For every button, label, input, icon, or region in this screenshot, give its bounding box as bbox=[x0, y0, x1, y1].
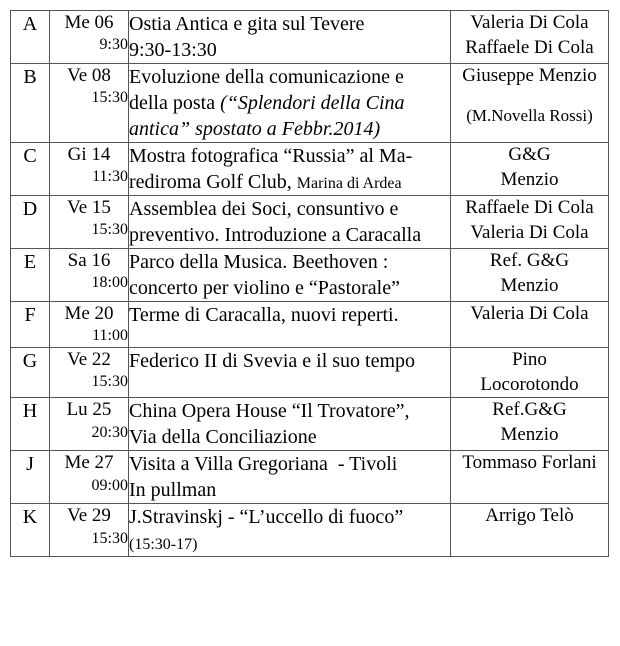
reference-line: G&G bbox=[508, 144, 551, 165]
event-text-small: Marina di Ardea bbox=[296, 175, 402, 192]
date-cell bbox=[50, 196, 129, 249]
table-row bbox=[11, 348, 609, 398]
event-text: China Opera House “Il Trovatore”, bbox=[129, 400, 410, 423]
table-row bbox=[11, 196, 609, 249]
reference-line: Valeria Di Cola bbox=[470, 221, 589, 243]
event-cell bbox=[129, 504, 451, 557]
event-line bbox=[129, 249, 450, 275]
date-cell bbox=[50, 64, 129, 143]
event-cell bbox=[129, 11, 451, 64]
event-cell bbox=[129, 302, 451, 348]
reference-cell bbox=[451, 302, 609, 348]
date-day: Lu 25 bbox=[66, 399, 112, 421]
date-time: 20:30 bbox=[91, 423, 128, 441]
reference-line: Valeria Di Cola bbox=[470, 12, 589, 33]
event-line bbox=[129, 11, 450, 37]
row-letter-cell: A bbox=[11, 11, 50, 64]
event-text: Parco della Musica. Beethoven : bbox=[129, 251, 389, 273]
date-time: 11:30 bbox=[92, 168, 128, 186]
date-day: Ve 29 bbox=[67, 505, 111, 527]
reference-line: Ref. G&G bbox=[489, 250, 570, 271]
reference-cell bbox=[451, 451, 609, 504]
reference-cell bbox=[451, 398, 609, 451]
event-text: Federico II di Svevia e il suo tempo bbox=[129, 350, 416, 373]
date-day: Me 20 bbox=[64, 303, 114, 324]
table-row bbox=[11, 64, 609, 143]
date-time: 09:00 bbox=[91, 476, 128, 494]
event-text: Mostra fotografica “Russia” al Ma- bbox=[129, 145, 413, 167]
row-letter-cell: D bbox=[11, 196, 50, 249]
event-text: della posta bbox=[129, 92, 221, 114]
event-text: concerto per violino e “Pastorale” bbox=[129, 277, 400, 299]
event-text: preventivo. Introduzione a Caracalla bbox=[129, 224, 422, 246]
schedule-table bbox=[10, 10, 609, 557]
event-text: In pullman bbox=[129, 479, 217, 502]
reference-cell bbox=[451, 64, 609, 143]
table-row bbox=[11, 451, 609, 504]
reference-line: Ref.G&G bbox=[492, 399, 567, 421]
event-cell bbox=[129, 398, 451, 451]
event-text: Ostia Antica e gita sul Tevere bbox=[129, 13, 365, 35]
table-row bbox=[11, 143, 609, 196]
date-time: 18:00 bbox=[91, 274, 128, 292]
date-day: Sa 16 bbox=[67, 250, 111, 271]
reference-line: Menzio bbox=[500, 424, 559, 446]
event-line bbox=[129, 37, 450, 63]
event-cell bbox=[129, 64, 451, 143]
event-text: Via della Conciliazione bbox=[129, 426, 317, 449]
event-cell bbox=[129, 143, 451, 196]
date-day: Me 06 bbox=[64, 12, 114, 33]
event-text: (15:30-17) bbox=[129, 536, 198, 554]
event-text: Evoluzione della comunicazione e bbox=[129, 66, 404, 88]
date-cell bbox=[50, 249, 129, 302]
event-cell bbox=[129, 196, 451, 249]
date-time: 11:00 bbox=[92, 327, 128, 345]
reference-spacer bbox=[451, 89, 608, 105]
event-line bbox=[129, 451, 450, 477]
date-cell bbox=[50, 398, 129, 451]
event-text: 9:30-13:30 bbox=[129, 39, 217, 61]
row-letter-cell: E bbox=[11, 249, 50, 302]
table-row bbox=[11, 302, 609, 348]
event-line bbox=[129, 222, 450, 248]
date-time: 15:30 bbox=[91, 89, 128, 107]
row-letter-cell: K bbox=[11, 504, 50, 557]
event-line bbox=[129, 169, 450, 195]
row-letter-cell: F bbox=[11, 302, 50, 348]
event-line bbox=[129, 90, 450, 116]
event-line bbox=[129, 348, 450, 374]
reference-line: Tommaso Forlani bbox=[462, 452, 597, 474]
table-row bbox=[11, 11, 609, 64]
reference-cell bbox=[451, 348, 609, 398]
event-cell bbox=[129, 451, 451, 504]
table-row bbox=[11, 504, 609, 557]
schedule-table-body bbox=[11, 11, 609, 557]
event-line bbox=[129, 504, 450, 530]
row-letter-cell: J bbox=[11, 451, 50, 504]
date-cell bbox=[50, 504, 129, 557]
reference-cell bbox=[451, 143, 609, 196]
date-time: 15:30 bbox=[91, 529, 128, 547]
event-line bbox=[129, 398, 450, 424]
event-text: J.Stravinskj - “L’uccello di fuoco” bbox=[129, 506, 404, 529]
event-text: Visita a Villa Gregoriana - Tivoli bbox=[129, 453, 398, 476]
event-line bbox=[129, 530, 450, 556]
date-cell bbox=[50, 143, 129, 196]
date-day: Gi 14 bbox=[67, 144, 111, 165]
table-row bbox=[11, 249, 609, 302]
table-row bbox=[11, 398, 609, 451]
event-line bbox=[129, 116, 450, 142]
reference-cell bbox=[451, 11, 609, 64]
reference-cell bbox=[451, 249, 609, 302]
date-day: Ve 15 bbox=[67, 197, 111, 218]
date-cell bbox=[50, 451, 129, 504]
event-cell bbox=[129, 249, 451, 302]
event-text: antica” spostato a Febbr.2014) bbox=[129, 118, 381, 140]
event-line bbox=[129, 196, 450, 222]
reference-cell bbox=[451, 504, 609, 557]
event-text: Assemblea dei Soci, consuntivo e bbox=[129, 198, 399, 220]
event-line bbox=[129, 302, 450, 328]
reference-line: Arrigo Telò bbox=[485, 505, 574, 527]
event-cell bbox=[129, 348, 451, 398]
event-text: Terme di Caracalla, nuovi reperti. bbox=[129, 304, 399, 326]
row-letter-cell: B bbox=[11, 64, 50, 143]
date-cell bbox=[50, 302, 129, 348]
event-line bbox=[129, 477, 450, 503]
reference-cell bbox=[451, 196, 609, 249]
date-day: Me 27 bbox=[64, 452, 114, 474]
reference-line: Pino bbox=[512, 349, 547, 371]
date-cell bbox=[50, 11, 129, 64]
event-text-italic: (“Splendori della Cina bbox=[220, 92, 405, 114]
reference-line: Giuseppe Menzio bbox=[462, 65, 597, 86]
event-line bbox=[129, 143, 450, 169]
row-letter-cell: G bbox=[11, 348, 50, 398]
date-day: Ve 08 bbox=[67, 65, 111, 86]
reference-line: Menzio bbox=[500, 168, 559, 190]
row-letter-cell: H bbox=[11, 398, 50, 451]
reference-line: (M.Novella Rossi) bbox=[466, 105, 593, 125]
reference-line: Raffaele Di Cola bbox=[465, 197, 594, 218]
date-time: 15:30 bbox=[91, 221, 128, 239]
reference-line: Valeria Di Cola bbox=[470, 303, 589, 324]
event-line bbox=[129, 275, 450, 301]
date-time: 9:30 bbox=[99, 36, 128, 54]
event-line bbox=[129, 64, 450, 90]
date-time: 15:30 bbox=[91, 373, 128, 391]
event-line bbox=[129, 424, 450, 450]
date-cell bbox=[50, 348, 129, 398]
reference-line: Menzio bbox=[500, 274, 559, 296]
row-letter-cell: C bbox=[11, 143, 50, 196]
date-day: Ve 22 bbox=[67, 349, 111, 371]
reference-line: Locorotondo bbox=[480, 373, 579, 395]
reference-line: Raffaele Di Cola bbox=[465, 36, 594, 58]
event-text: rediroma Golf Club, bbox=[129, 171, 297, 193]
